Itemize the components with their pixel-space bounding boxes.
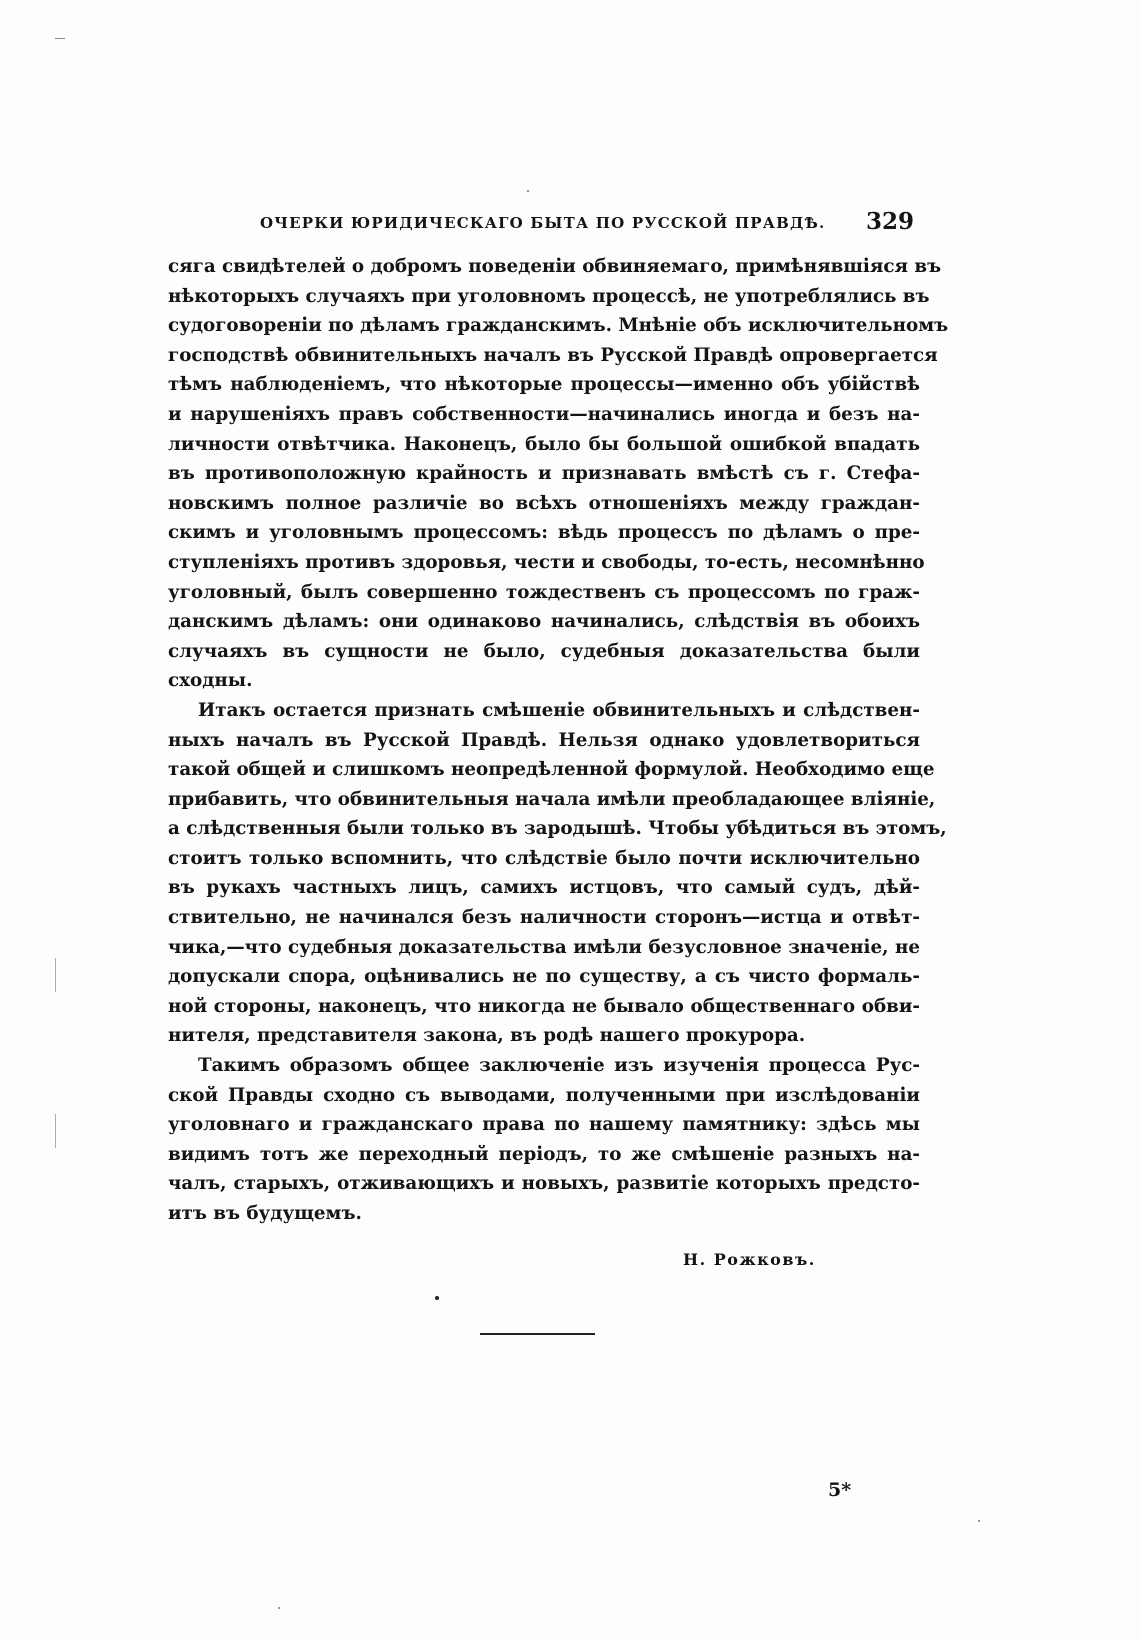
scan-speck <box>527 190 529 192</box>
running-title: ОЧЕРКИ ЮРИДИЧЕСКАГО БЫТА ПО РУССКОЙ ПРАВДѢ. <box>260 214 826 232</box>
margin-scan-line <box>55 958 56 992</box>
text-line: итъ въ будущемъ. <box>168 1203 362 1224</box>
scan-speck <box>978 1520 980 1522</box>
text-line: сяга свидѣтелей о добромъ поведеніи обвиняемаго, примѣнявшіяся въ <box>168 256 942 277</box>
text-line: господствѣ обвинительныхъ началъ въ Русской Правдѣ опровергается <box>168 344 938 366</box>
text-line: а слѣдственныя были только въ зародышѣ. Чтобы убѣдиться въ этомъ, <box>168 818 947 840</box>
text-line: и нарушеніяхъ правъ собственности—начинались иногда и безъ на- <box>168 403 920 425</box>
paragraph-1 <box>168 252 949 696</box>
text-line: Итакъ остается признать смѣшеніе обвинительныхъ и слѣдствен- <box>198 699 920 721</box>
text-line: скимъ и уголовнымъ процессомъ: вѣдь процессъ по дѣламъ о пре- <box>168 522 920 544</box>
text-line: уголовнаго и гражданскаго права по нашему памятнику: здѣсь мы <box>168 1114 920 1136</box>
scan-speck <box>278 1607 280 1609</box>
text-line: такой общей и слишкомъ неопредѣленной формулой. Необходимо еще <box>168 759 935 781</box>
print-dot <box>435 1296 439 1300</box>
text-line: нѣкоторыхъ случаяхъ при уголовномъ процессѣ, не употреблялись въ <box>168 285 930 307</box>
margin-scan-line <box>55 1114 56 1148</box>
text-line: ствительно, не начинался безъ наличности сторонъ—истца и отвѣт- <box>168 907 920 929</box>
text-line: чалъ, старыхъ, отживающихъ и новыхъ, развитіе которыхъ предсто- <box>168 1173 920 1195</box>
text-line: въ противоположную крайность и признавать вмѣстѣ съ г. Стефа- <box>168 463 920 485</box>
text-line: въ рукахъ частныхъ лицъ, самихъ истцовъ, что самый судъ, дѣй- <box>168 877 920 899</box>
text-line: случаяхъ въ сущности не было, судебныя доказательства были <box>168 640 920 662</box>
margin-tick-mark <box>55 38 65 39</box>
paragraph-2 <box>168 696 947 1051</box>
text-line: тѣмъ наблюденіемъ, что нѣкоторые процессы—именно объ убійствѣ <box>168 374 920 396</box>
text-line: Такимъ образомъ общее заключеніе изъ изученія процесса Рус- <box>198 1055 920 1077</box>
page-header <box>168 208 920 242</box>
text-line: нителя, представителя закона, въ родѣ нашего прокурора. <box>168 1025 806 1047</box>
text-line: данскимъ дѣламъ: они одинаково начинались, слѣдствія въ обоихъ <box>168 611 920 633</box>
text-line: судоговореніи по дѣламъ гражданскимъ. Мнѣніе объ исключительномъ <box>168 315 949 337</box>
end-rule-divider <box>480 1333 595 1335</box>
text-line: личности отвѣтчика. Наконецъ, было бы большой ошибкой впадать <box>168 433 920 455</box>
paragraph-3 <box>168 1051 920 1229</box>
body-text <box>168 252 949 1229</box>
text-line: новскимъ полное различіе во всѣхъ отношеніяхъ между граждан- <box>168 492 920 514</box>
text-line: чика,—что судебныя доказательства имѣли безусловное значеніе, не <box>168 936 920 958</box>
author-signature: Н. Рожковъ. <box>683 1250 816 1269</box>
page-number: 329 <box>865 208 914 235</box>
text-line: ныхъ началъ въ Русской Правдѣ. Нельзя однако удовлетвориться <box>168 729 920 751</box>
text-line: ной стороны, наконецъ, что никогда не бывало общественнаго обви- <box>168 995 920 1017</box>
text-line: видимъ тотъ же переходный періодъ, то же смѣшеніе разныхъ на- <box>168 1143 920 1165</box>
text-line: допускали спора, оцѣнивались не по существу, а съ чисто формаль- <box>168 966 920 988</box>
text-line: ступленіяхъ противъ здоровья, чести и свободы, то-есть, несомнѣнно <box>168 551 925 573</box>
text-line: сходны. <box>168 670 253 692</box>
text-line: прибавить, что обвинительныя начала имѣли преобладающее вліяніе, <box>168 788 936 810</box>
text-line: стоитъ только вспомнить, что слѣдствіе было почти исключительно <box>168 847 920 869</box>
printer-signature-mark: 5* <box>828 1479 852 1501</box>
text-line: ской Правды сходно съ выводами, полученными при изслѣдованіи <box>168 1084 920 1106</box>
text-line: уголовный, былъ совершенно тождественъ съ процессомъ по граж- <box>168 581 920 603</box>
